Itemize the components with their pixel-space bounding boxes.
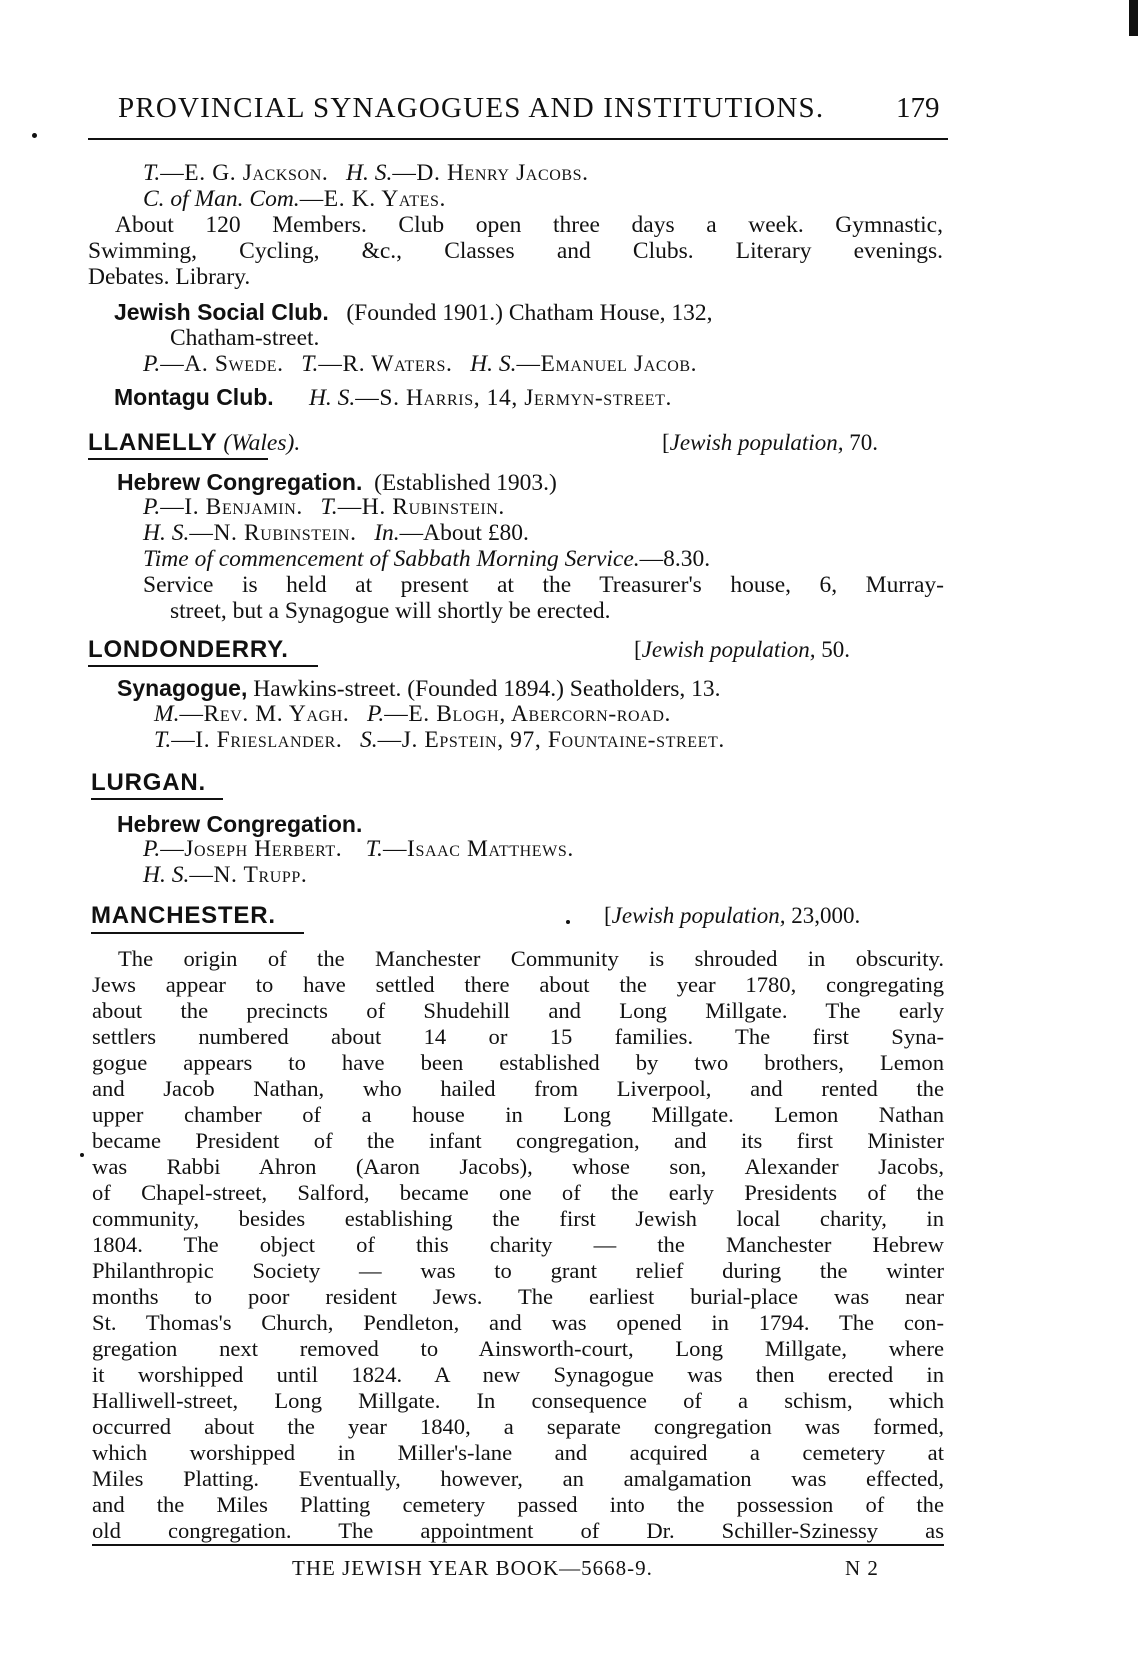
population-londonderry: [Jewish population, 50. <box>634 637 850 662</box>
footer-title: THE JEWISH YEAR BOOK—5668-9. <box>292 1556 653 1580</box>
manchester-history <box>92 946 944 1544</box>
place-underline <box>88 458 268 460</box>
social-club-street: Chatham-street. <box>170 325 320 351</box>
club-description-line: About 120 Members. Club open three days a week. Gymnastic, <box>115 212 943 238</box>
history-line: and the Miles Platting cemetery passed into the possession of the <box>92 1492 944 1517</box>
history-line: Philanthropic Society — was to grant relief during the winter <box>92 1258 944 1283</box>
place-underline <box>91 932 304 934</box>
social-club-entry: Jewish Social Club. (Founded 1901.) Chatham House, 132, <box>114 299 713 326</box>
londonderry-synagogue: Synagogue, Hawkins-street. (Founded 1894.) Seatholders, 13. <box>117 675 721 702</box>
history-line: became President of the infant congregation, and its first Minister <box>92 1128 944 1153</box>
place-heading-lurgan: LURGAN. <box>91 769 206 796</box>
history-line: was Rabbi Ahron (Aaron Jacobs), whose son, Alexander Jacobs, <box>92 1154 944 1179</box>
history-line: gogue appears to have been established by two brothers, Lemon <box>92 1050 944 1075</box>
speck <box>80 1153 84 1157</box>
history-line: months to poor resident Jews. The earliest burial-place was near <box>92 1284 944 1309</box>
footer-rule <box>92 1544 944 1546</box>
history-line: old congregation. The appointment of Dr. Schiller-Szinessy as <box>92 1518 944 1543</box>
history-line: it worshipped until 1824. A new Synagogue was then erected in <box>92 1362 944 1387</box>
history-line: gregation next removed to Ainsworth-court, Long Millgate, where <box>92 1336 944 1361</box>
place-heading-londonderry: LONDONDERRY. <box>88 636 289 663</box>
history-line: Jews appear to have settled there about the year 1780, congregating <box>92 972 944 997</box>
running-head: PROVINCIAL SYNAGOGUES AND INSTITUTIONS. <box>118 92 825 124</box>
header-rule <box>88 138 948 140</box>
population-llanelly: [Jewish population, 70. <box>662 430 878 455</box>
llanelly-officers: P.—I. Benjamin. T.—H. Rubinstein. <box>143 494 505 520</box>
history-line: community, besides establishing the first Jewish local charity, in <box>92 1206 944 1231</box>
officers-line: T.—E. G. Jackson. H. S.—D. Henry Jacobs. <box>143 160 589 186</box>
londonderry-officers: M.—Rev. M. Yagh. P.—E. Blogh, Abercorn-road. <box>154 701 671 727</box>
history-line: of Chapel-street, Salford, became one of the early Presidents of the <box>92 1180 944 1205</box>
history-line: and Jacob Nathan, who hailed from Liverpool, and rented the <box>92 1076 944 1101</box>
place-heading-manchester: MANCHESTER. <box>91 902 276 929</box>
history-line: which worshipped in Miller's-lane and acquired a cemetery at <box>92 1440 944 1465</box>
londonderry-officers: T.—I. Frieslander. S.—J. Epstein, 97, Fountaine-street. <box>154 727 725 753</box>
history-line: about the precincts of Shudehill and Long Millgate. The early <box>92 998 944 1023</box>
llanelly-congregation: Hebrew Congregation. (Established 1903.) <box>117 469 557 496</box>
signature-mark: N 2 <box>845 1556 879 1580</box>
history-line: settlers numbered about 14 or 15 families. The first Syna- <box>92 1024 944 1049</box>
history-line: occurred about the year 1840, a separate congregation was formed, <box>92 1414 944 1439</box>
history-line: upper chamber of a house in Long Millgate. Lemon Nathan <box>92 1102 944 1127</box>
history-line: St. Thomas's Church, Pendleton, and was opened in 1794. The con- <box>92 1310 944 1335</box>
speck <box>32 133 37 138</box>
lurgan-officers: P.—Joseph Herbert. T.—Isaac Matthews. <box>143 836 574 862</box>
llanelly-note: street, but a Synagogue will shortly be erected. <box>170 598 611 624</box>
club-description-line: Debates. Library. <box>88 264 251 290</box>
history-line: Miles Platting. Eventually, however, an amalgamation was effected, <box>92 1466 944 1491</box>
history-line: Halliwell-street, Long Millgate. In consequence of a schism, which <box>92 1388 944 1413</box>
llanelly-service-time: Time of commencement of Sabbath Morning Service.—8.30. <box>143 546 711 572</box>
committee-line: C. of Man. Com.—E. K. Yates. <box>143 186 447 212</box>
lurgan-congregation: Hebrew Congregation. <box>117 811 363 837</box>
history-line: 1804. The object of this charity — the Manchester Hebrew <box>92 1232 944 1257</box>
montagu-club-entry: Montagu Club. H. S.—S. Harris, 14, Jermyn-street. <box>114 384 673 411</box>
place-underline <box>88 665 318 667</box>
page-number: 179 <box>896 92 940 124</box>
llanelly-secretary: H. S.—N. Rubinstein. In.—About £80. <box>143 520 529 546</box>
social-club-officers: P.—A. Swede. T.—R. Waters. H. S.—Emanuel Jacob. <box>143 351 698 377</box>
history-line: The origin of the Manchester Community is shrouded in obscurity. <box>118 946 944 971</box>
population-manchester: [Jewish population, 23,000. <box>604 903 861 928</box>
place-heading-llanelly: LLANELLY (Wales). <box>88 429 301 456</box>
lurgan-secretary: H. S.—N. Trupp. <box>143 862 308 888</box>
speck <box>566 920 570 924</box>
llanelly-note: Service is held at present at the Treasurer's house, 6, Murray- <box>143 572 944 598</box>
scan-edge-mark <box>1129 0 1138 36</box>
place-underline <box>91 798 223 800</box>
club-description-line: Swimming, Cycling, &c., Classes and Clubs. Literary evenings. <box>88 238 943 264</box>
